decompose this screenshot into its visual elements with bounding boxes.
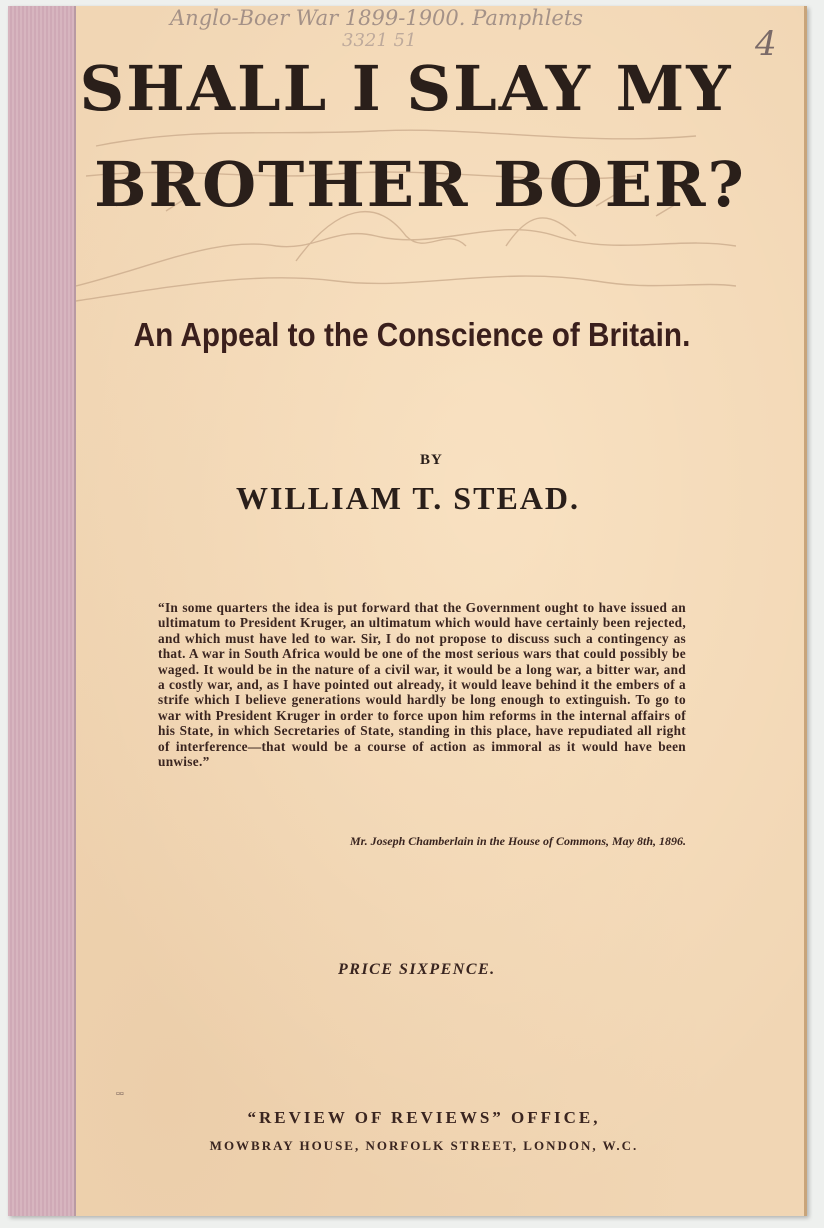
handwritten-page-number: 4 <box>755 24 777 64</box>
quote-attribution: Mr. Joseph Chamberlain in the House of Commons, May 8th, 1896. <box>349 834 686 848</box>
subtitle: An Appeal to the Conscience of Britain. <box>133 316 691 353</box>
printer-mark: ▫▫ <box>116 1088 124 1100</box>
title-line-1: SHALL I SLAY MY <box>79 52 733 125</box>
epigraph-quote: “In some quarters the idea is put forward that the Government ought to have issued an ultimatum to President Kruger, an ultimatum which would have certainly been rejected, and which must have led to war. Sir, I do not propose to discuss such a contingency as that. A war in South Africa would be one of the most serious wars that could possibly be waged. It would be in the nature of a civil war, it would be a long war, a bitter war, and a costly war, and, as I have pointed out already, it would leave behind it the embers of a strife which I believe generations would hardly be long enough to extinguish. To go to war with President Kruger in order to force upon him reforms in the internal affairs of his State, in which Secretaries of State, standing in this place, have repudiated all right of interference—that would be a course of action as immoral as it would have been unwise.” <box>158 600 686 770</box>
byline-by: BY <box>420 452 443 468</box>
publisher-office: “REVIEW OF REVIEWS” OFFICE, <box>247 1108 601 1127</box>
handwritten-catalog-note: Anglo-Boer War 1899-1900. Pamphlets <box>170 6 584 30</box>
price-label: PRICE SIXPENCE. <box>338 961 496 978</box>
title-line-2: BROTHER BOER? <box>94 148 746 221</box>
author-name: WILLIAM T. STEAD. <box>236 480 580 516</box>
publisher-address: MOWBRAY HOUSE, NORFOLK STREET, LONDON, W.C. <box>209 1138 639 1153</box>
handwritten-shelf-number: 3321 51 <box>342 30 417 51</box>
